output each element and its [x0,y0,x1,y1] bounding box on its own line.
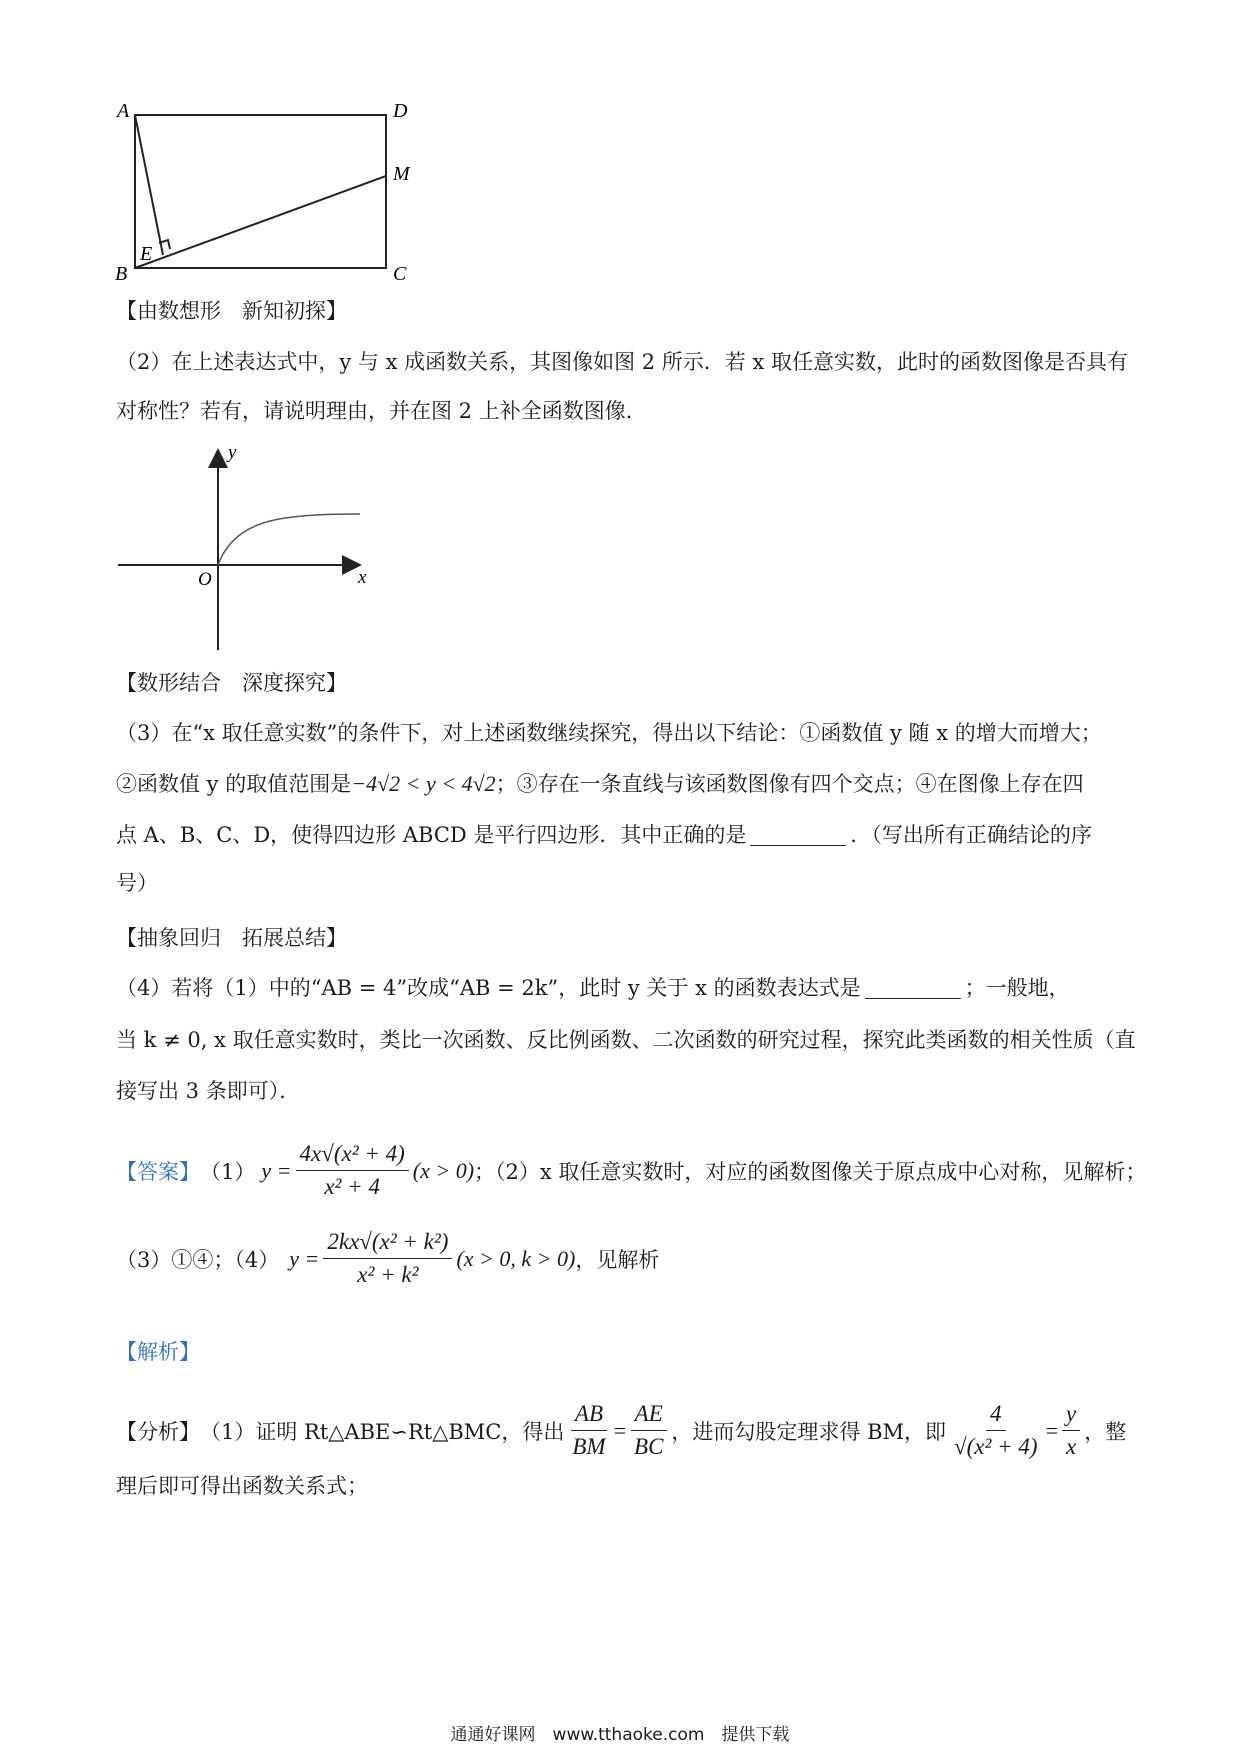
fenxi-text-c: ，整 [1084,1419,1127,1444]
question-3-line-3 [116,820,1092,850]
fenxi-text-b: ，进而勾股定理求得 BM，即 [671,1419,947,1444]
fenxi-line-1 [116,1400,1126,1461]
fenxi-label: 【分析】 [116,1419,200,1444]
answer-4-condition: (x > 0, k > 0) [456,1245,576,1271]
q3-line3-text-b: ．（写出所有正确结论的序 [850,823,1092,847]
answer-4-numerator: 2kx√(x² + k²) [323,1228,452,1259]
fenxi-equals-1: = [613,1417,627,1443]
answer-1-prefix: （1） [200,1159,256,1184]
question-2-line-2: 对称性？若有，请说明理由，并在图 2 上补全函数图像． [116,399,647,423]
answer-1-numerator: 4x√(x² + 4) [296,1140,409,1171]
answer-label: 【答案】 [116,1159,200,1184]
question-3-line-2 [116,769,1084,799]
figure-2-graph [110,440,380,655]
rectangle-abcd [135,115,386,268]
answer-3-text: （3）①④；（4） [116,1247,280,1272]
fenxi-frac1-den: BM [572,1434,606,1459]
fenxi-line-2: 理后即可得出函数关系式； [116,1474,368,1498]
label-origin: O [198,569,212,590]
q3-line2-text-b: ；③存在一条直线与该函数图像有四个交点；④在图像上存在四 [495,772,1084,796]
analysis-label: 【解析】 [116,1340,200,1364]
answer-4-tail: ，见解析 [575,1247,660,1272]
label-y-axis: y [228,442,237,463]
fenxi-text-a: （1）证明 Rt△ABE∽Rt△BMC，得出 [200,1419,565,1444]
fenxi-frac3-num: 4 [986,1400,1006,1431]
fenxi-frac2-num: AE [631,1400,667,1431]
segment-ae [135,115,163,255]
page-footer: 通通好课网 www.tthaoke.com 提供下载 [450,1725,790,1745]
fenxi-frac2-den: BC [634,1434,664,1459]
fenxi-fraction-3 [950,1400,1042,1461]
label-m: M [393,163,410,185]
answer-2-text: ；（2）x 取任意实数时，对应的函数图像关于原点成中心对称，见解析； [474,1159,1147,1184]
label-e: E [140,243,153,265]
q4-line1-text-a: （4）若将（1）中的“AB = 4”改成“AB = 2k”，此时 y 关于 x 的函数表达式是 [116,976,861,1000]
function-curve [218,514,360,565]
question-4-line-2: 当 k ≠ 0, x 取任意实数时，类比一次函数、反比例函数、二次函数的研究过程，探究此类函数的相关性质（直 [116,1028,1136,1052]
answer-1-y: y = [261,1157,292,1183]
fenxi-frac4-den: x [1066,1434,1077,1459]
q4-line1-text-b: ；一般地， [964,976,1070,1000]
question-4-line-3: 接写出 3 条即可）． [116,1079,301,1103]
answer-line-1 [116,1140,1146,1201]
fenxi-frac1-num: AB [571,1400,607,1431]
answer-blank-q4 [865,978,961,999]
section-heading-4: 【抽象回归 拓展总结】 [116,926,347,950]
segment-bm [135,176,386,268]
answer-4-fraction [323,1228,452,1289]
label-b: B [115,263,128,285]
answer-4-y: y = [289,1245,320,1271]
answer-1-fraction [296,1140,409,1201]
fenxi-frac3-den: √(x² + 4) [954,1434,1038,1459]
q3-line2-text-a: ②函数值 y 的取值范围是 [116,772,352,796]
label-c: C [393,263,407,285]
fenxi-equals-2: = [1045,1417,1059,1443]
q3-line3-text-a: 点 A、B、C、D，使得四边形 ABCD 是平行四边形．其中正确的是 [116,823,747,847]
answer-4-denominator: x² + k² [357,1262,419,1287]
question-2-line-1: （2）在上述表达式中，y 与 x 成函数关系，其图像如图 2 所示．若 x 取任意实数，此时的函数图像是否具有 [116,350,1128,374]
fenxi-fraction-4 [1062,1400,1080,1461]
label-d: D [393,100,408,122]
question-3-line-1: （3）在“x 取任意实数”的条件下，对上述函数继续探究，得出以下结论：①函数值 y 随 x 的增大而增大； [116,721,1102,745]
fenxi-frac4-num: y [1062,1400,1080,1431]
label-x-axis: x [358,567,367,588]
fenxi-fraction-1 [568,1400,609,1461]
answer-1-condition: (x > 0) [412,1157,475,1183]
section-heading-2: 【由数想形 新知初探】 [116,299,347,323]
answer-line-2 [116,1228,659,1289]
figure-1-rectangle [110,100,430,285]
section-heading-3: 【数形结合 深度探究】 [116,671,347,695]
question-3-line-4: 号） [116,871,158,895]
q3-range-math: −4√2 < y < 4√2 [351,771,496,796]
label-a: A [117,100,130,122]
question-4-line-1 [116,973,1070,1003]
fenxi-fraction-2 [630,1400,667,1461]
answer-1-denominator: x² + 4 [324,1174,380,1199]
answer-blank-q3 [750,825,846,846]
